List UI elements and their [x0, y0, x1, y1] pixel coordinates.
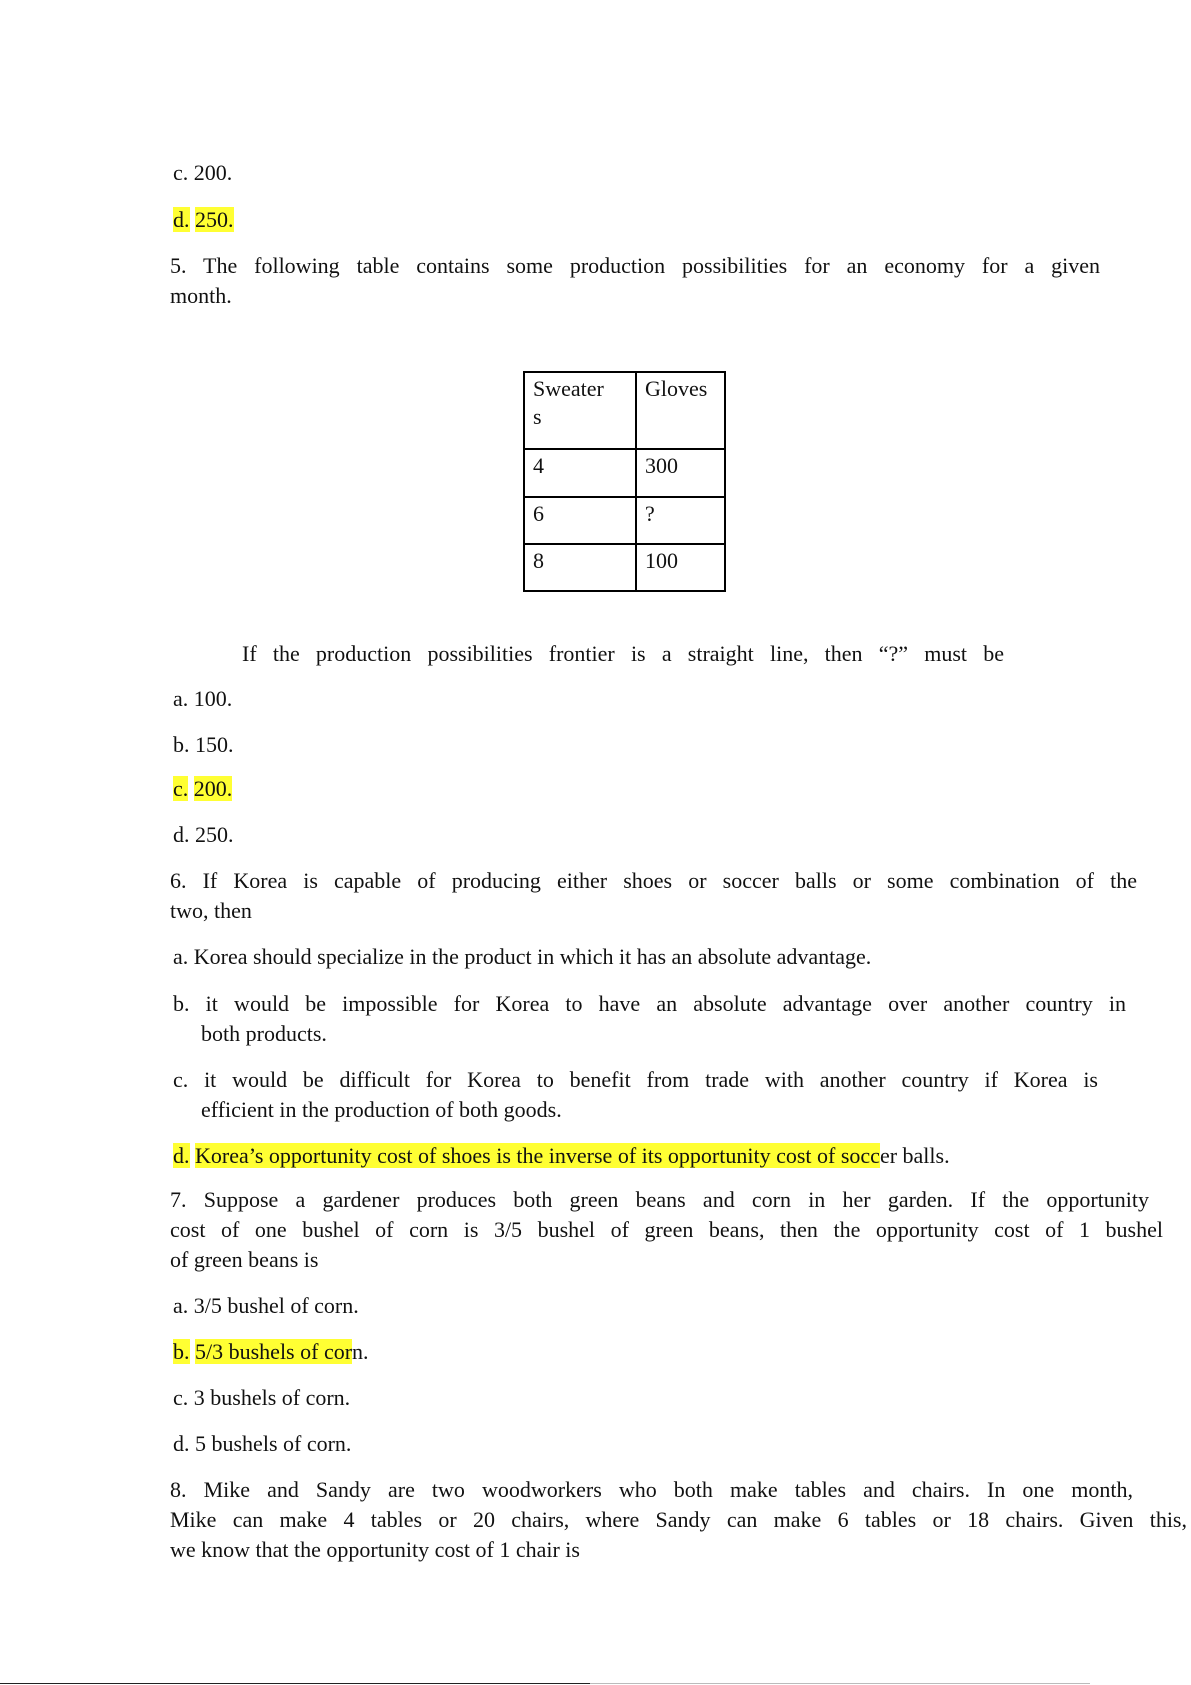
cell-gloves: 100: [636, 544, 725, 591]
q5-option-a: a. 100.: [173, 686, 233, 711]
cell-sweaters: 8: [524, 544, 636, 591]
q7-option-c: c. 3 bushels of corn.: [173, 1385, 351, 1410]
q5-option-c: [173, 775, 232, 803]
q7-option-b-rest: n.: [352, 1339, 369, 1364]
q6-option-d-rest: er balls.: [879, 1143, 950, 1168]
table-row: [524, 544, 725, 591]
cell-gloves: ?: [636, 497, 725, 544]
q7-stem-line2: cost of one bushel of corn is 3/5 bushel of green beans, then the opportunity cost of 1 bushel: [170, 1217, 1163, 1242]
page-bottom-rule-faint: [590, 1683, 1090, 1684]
production-possibilities-table: [523, 371, 726, 592]
cell-gloves: 300: [636, 449, 725, 497]
q6-stem-line2: two, then: [170, 898, 252, 923]
q5-followup: If the production possibilities frontier is a straight line, then “?” must be: [242, 641, 1004, 666]
q5-option-b: b. 150.: [173, 732, 234, 757]
table-row: [524, 449, 725, 497]
cell-sweaters: 4: [524, 449, 636, 497]
q8-stem-line3: we know that the opportunity cost of 1 chair is: [170, 1537, 580, 1562]
q7-option-d: d. 5 bushels of corn.: [173, 1431, 352, 1456]
prev-option-c: c. 200.: [173, 160, 233, 185]
q6-stem-line1: 6. If Korea is capable of producing either shoes or soccer balls or some combination of the: [170, 868, 1137, 893]
prev-option-d-text: 250.: [195, 207, 234, 232]
q5-option-c-label: c.: [173, 776, 189, 801]
table-header-row: [524, 372, 725, 449]
q6-option-d-label: d.: [173, 1143, 190, 1168]
q7-stem-line1: 7. Suppose a gardener produces both green beans and corn in her garden. If the opportunity: [170, 1187, 1149, 1212]
q6-option-d: [173, 1142, 950, 1170]
q7-option-b-label: b.: [173, 1339, 190, 1364]
q5-stem-line1: 5. The following table contains some production possibilities for an economy for a given: [170, 253, 1100, 278]
q5-option-c-text: 200.: [193, 776, 233, 801]
q6-option-b-line1: b. it would be impossible for Korea to have an absolute advantage over another country in: [173, 991, 1126, 1016]
q7-option-b: [173, 1338, 369, 1366]
table-row: [524, 497, 725, 544]
q8-stem-line2: Mike can make 4 tables or 20 chairs, where Sandy can make 6 tables or 18 chairs. Given this,: [170, 1507, 1187, 1532]
prev-option-d-label: d.: [173, 207, 190, 232]
q5-stem-line2: month.: [170, 283, 232, 308]
header-gloves: Gloves: [636, 372, 725, 449]
q6-option-c-line2: efficient in the production of both goods.: [201, 1097, 562, 1122]
page-bottom-rule: [0, 1683, 600, 1684]
q7-option-b-highlighted: 5/3 bushels of cor: [195, 1339, 353, 1364]
q6-option-b-line2: both products.: [201, 1021, 327, 1046]
q5-option-d: d. 250.: [173, 822, 234, 847]
q8-stem-line1: 8. Mike and Sandy are two woodworkers who both make tables and chairs. In one month,: [170, 1477, 1133, 1502]
q7-stem-line3: of green beans is: [170, 1247, 319, 1272]
cell-sweaters: 6: [524, 497, 636, 544]
q6-option-c-line1: c. it would be difficult for Korea to benefit from trade with another country if Korea is: [173, 1067, 1098, 1092]
q6-option-a: a. Korea should specialize in the product in which it has an absolute advantage.: [173, 944, 872, 969]
header-sweaters: Sweater s: [524, 372, 636, 449]
prev-option-d: [173, 206, 234, 234]
q6-option-d-highlighted: Korea’s opportunity cost of shoes is the inverse of its opportunity cost of socc: [195, 1143, 880, 1168]
q7-option-a: a. 3/5 bushel of corn.: [173, 1293, 359, 1318]
